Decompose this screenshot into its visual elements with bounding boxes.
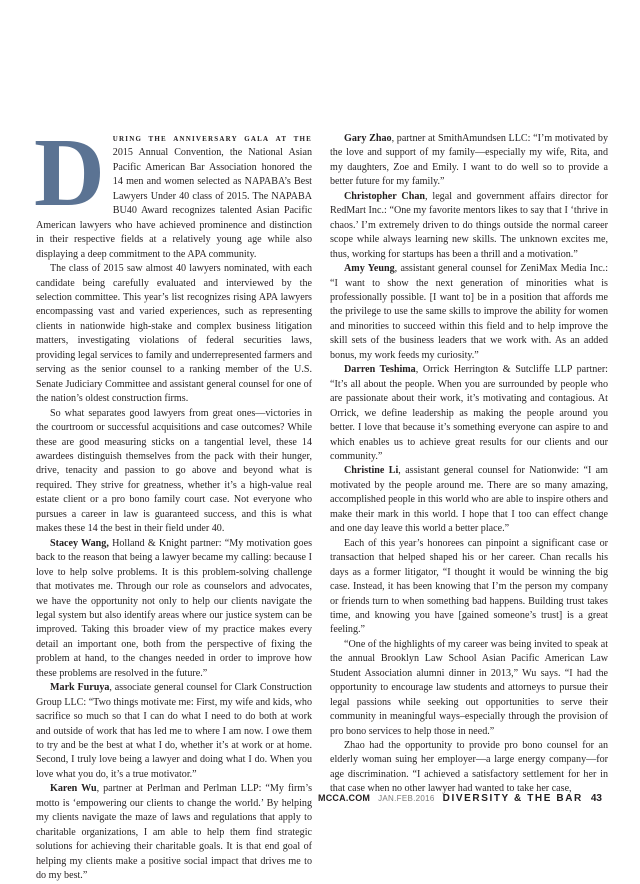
quote-mark-furuya: Mark Furuya, associate general counsel for Clark Construction Group LLC: “Two things motivate me: First, my wife and kids, who sacrifice so much so that I can do what I need to do both at work and outside of work that has led me to where I am now. I owe them to try and be the best at what I do, whether it’s at work or at home. Second, I truly love being a lawyer and doing what I do. When you love what you do, it’s a true motivator.”	[36, 682, 313, 780]
lead-text: 2015 Annual Convention, the National Asian Pacific American Bar Association honored the 14 men and women selected as NAPABA’s Best Lawyers Under 40 class of 2015. The NAPABA BU40 Award recognizes talented Asian Pacific American lawyers who have achieved prominence and distinction in their respective fields at a relatively young age while also displaying a deep commitment to the APA community.	[36, 147, 312, 260]
article-column-left	[34, 119, 313, 884]
paragraph-good-vs-great: So what separates good lawyers from great ones—victories in the courtroom or successful acquisitions and case outcomes? While these are good measuring sticks on a tangential level, these 14 awardees distinguish themselves from the pack with their hunger, drive, tenacity and passion to go above and beyond what is required. They strive for greatness, whether it’s a high-value real estate client or a pro bono family court case. Not everyone who pursues a career in law is guaranteed success, and this is what makes these 14 the best in their field under 40.	[36, 407, 312, 535]
drop-cap: D	[34, 119, 105, 227]
quote-amy-yeung: Amy Yeung, assistant general counsel for ZeniMax Media Inc.: “I want to show the next generation of minorities what is professionally possible. [I want to] be in a position that affords me the privilege to use the same skills to improve the ability for women and minorities to succeed within this field and to help improve the skill sets of the business leaders that we work with. As an added bonus, my work feeds my curiosity.”	[330, 263, 608, 361]
quote-christopher-chan: Christopher Chan, legal and government affairs director for RedMart Inc.: “One my favorite mentors likes to say that I ‘thrive in chaos.’ I’m extremely driven to do things outside the normal career scope while always learning new skills. The unknown excites me, thus, working for startups has been a thrill and a motivation.”	[330, 190, 608, 260]
name-stacey-wang: Stacey Wang,	[50, 537, 109, 549]
lead-paragraph	[34, 119, 312, 262]
footer-site: MCCA.COM	[318, 793, 371, 803]
page-number: 43	[590, 793, 602, 804]
lead-small-caps: uring the anniversary gala at the	[112, 133, 312, 144]
quote-karen-wu: Karen Wu, partner at Perlman and Perlman LLP: “My firm’s motto is ‘empowering our clients to change the world.’ By helping my clients navigate the maze of laws and regulations that apply to charitable organizations, I am able to help them find strategic solutions for achieving their charitable goals. It is that end goal of helping my clients make a positive social impact that drives me to do my best.”	[36, 783, 312, 882]
footer-magazine-title: DIVERSITY & THE BAR	[442, 793, 583, 804]
quote-stacey-wang: Stacey Wang, Holland & Knight partner: “My motivation goes back to the reason that being a lawyer became my calling: because I love to help solve problems. It is this problem-solving challenge that motivates me. Through our role as counselors and advocates, we have the opportunity not only to help our clients navigate the legal system but also identify areas where our justice system can be improved. Taking this broader view of my practice makes every detail an important one, both from the perspective of fixing the problem at hand, to the changes needed in order to improve how these problems are resolved in the future.”	[36, 537, 313, 679]
page-footer	[318, 793, 602, 807]
paragraph-highlight: “One of the highlights of my career was being invited to speak at the annual Brooklyn Law School Asian Pacific American Law Student Association alumni dinner in 2013,” Wu says. “I had the opportunity to encourage law students and attorneys to pursue their legal passions while seeking out opportunities to serve their community in meaningful ways–especially through the provision of pro bono services to help those in need.”	[330, 638, 608, 737]
quote-darren-teshima: Darren Teshima, Orrick Herrington & Sutcliffe LLP partner: “It’s all about the people. When you are surrounded by people who are passionate about their work, it’s motivating and contagious. At Orrick, we define leadership as making the people around you better. I love that because it’s something everyone can aspire to and which enables us to achieve great results for our clients and our community.”	[330, 364, 608, 462]
quote-gary-zhao: Gary Zhao, partner at SmithAmundsen LLC: “I’m motivated by the love and support of my family—especially my wife, Rita, and my daughters, Zoe and Emily. I want to do well so to provide a better future for my family.”	[330, 133, 609, 188]
name-christopher-chan: Christopher Chan	[344, 190, 425, 202]
name-mark-furuya: Mark Furuya	[50, 682, 110, 694]
name-darren-teshima: Darren Teshima	[344, 364, 416, 376]
paragraph-zhao-pro-bono: Zhao had the opportunity to provide pro bono counsel for an elderly woman suing her employer—a large energy company—for age discrimination. “I achieved a satisfactory settlement for her in that case when no other lawyer had wanted to take her case,	[330, 740, 608, 795]
footer-date: JAN.FEB.2016	[378, 794, 435, 803]
paragraph-honorees: Each of this year’s honorees can pinpoint a significant case or transaction that helped shaped his or her career. Chan recalls his days as a former litigator, “I thought it would be winning the big case. Instead, it has been knowing that I’m the person my company or friends turn to when something bad happens. Building trust takes time, and knowing you have [gained someone’s trust] is a great feeling.”	[330, 537, 608, 636]
paragraph-class-of-2015: The class of 2015 saw almost 40 lawyers nominated, with each candidate being carefully evaluated and interviewed by the selection committee. This year’s list recognizes rising APA lawyers encompassing vast and varied experiences, such as representing clients in nationwide high-stake and complex business litigation matters, investigating violations of federal securities laws, providing legal services to family and underrepresented farmers and serving as the senior counsel to a ranking member of the U.S. Senate Judiciary Committee and assistant general counsel for one of the nation’s oldest construction firms.	[36, 263, 312, 405]
name-christine-li: Christine Li	[344, 465, 399, 477]
quote-christine-li: Christine Li, assistant general counsel for Nationwide: “I am motivated by the people around me. There are so many amazing, accomplished people in this world who are able to inspire others and make their mark in this world. I hope that I too can effect change and one day leave this world a better place.”	[330, 465, 609, 535]
article-column-right	[330, 132, 608, 797]
name-gary-zhao: Gary Zhao	[344, 133, 392, 144]
name-amy-yeung: Amy Yeung	[344, 263, 395, 275]
name-karen-wu: Karen Wu	[50, 783, 97, 795]
